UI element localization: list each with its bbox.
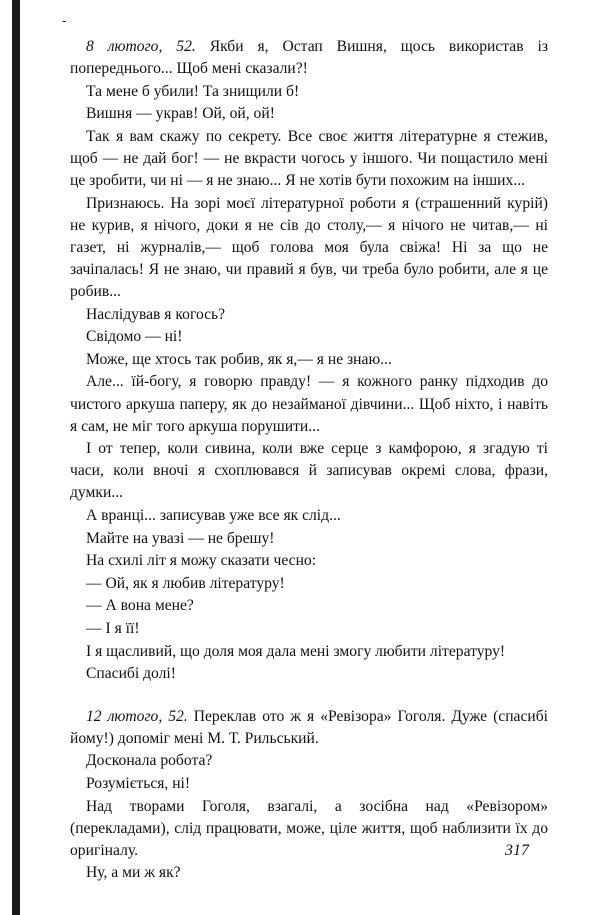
entry-separator [70,686,548,706]
entry-1-line-16: І я щасливий, що доля моя дала мені змогу любити літературу! [86,642,506,660]
entry-1-line-11: Майте на увазі — не брешу! [86,529,275,547]
entry-1-line-2: Вишня — украв! Ой, ой, ой! [86,105,275,123]
page-text [70,36,548,885]
entry-2-opening [70,706,548,750]
entry-1-opening [70,36,548,80]
entry-1-line-9: І от тепер, коли сивина, коли вже серце з камфорою, я згадую ті часи, коли вночі я схоплювався й записував окремі слова, фрази, думки... [70,440,548,502]
entry-1-line-15: — І я її! [86,619,140,637]
corner-mark: - [62,14,67,29]
entry-1-line-8: Але... їй-богу, я говорю правду! — я кожного ранку підходив до чистого аркуша паперу, як до незайманої дівчини... Щоб ніхто, і навіть я сам, не міг того аркуша порушити... [70,373,548,435]
entry-2-line-3: Над творами Гоголя, взагалі, а зосібна над «Ревізором» (перекладами), слід працювати, може, ціле життя, щоб наблизити їх до оригіналу. [70,797,548,859]
entry-1-line-3: Так я вам скажу по секрету. Все своє життя літературне я стежив, щоб — не дай бог! — не вкрасти чогось у іншого. Чи пощастило мені це зробити, чи ні — я не знаю... Я не хотів бути похожим на інших... [70,127,548,190]
entry-2-date: 12 лютого, 52. [86,707,188,725]
entry-1-date: 8 лютого, 52. [86,38,196,55]
page-binding-edge [12,0,20,915]
entry-2-line-4: Ну, а ми ж як? [86,864,181,882]
entry-2-line-2: Розуміється, ні! [86,775,191,792]
entry-1-line-1: Та мене б убили! Та знищили б! [86,82,300,100]
entry-1-line-10: А вранці... записував уже все як слід... [86,506,341,524]
entry-2-line-1: Досконала робота? [86,752,213,770]
entry-1-line-7: Може, ще хтось так робив, як я,— я не знаю... [86,350,392,368]
entry-1-line-17: Спасибі долі! [86,665,176,683]
page-number: 317 [505,842,529,859]
entry-1-line-14: — А вона мене? [86,597,194,615]
entry-1-line-13: — Ой, як я любив літературу! [86,574,285,592]
entry-1-line-5: Наслідував я когось? [86,305,226,323]
entry-1-line-0: Якби я, Остап Вишня, щось використав із попереднього... Щоб мені сказали?! [70,38,548,78]
entry-2-line-0: Переклав ото ж я «Ревізора» Гоголя. Дуже (спасибі йому!) допоміг мені М. Т. Рильський. [70,707,548,747]
entry-1-line-6: Свідомо — ні! [86,328,183,346]
entry-1-line-4: Признаюсь. На зорі моєї літературної роботи я (страшенний курій) не курив, я нічого, доки я не сів до столу,— я нічого не читав,— ні газет, ні журналів,— щоб голова моя була свіжа! Ні за що не зачіпалась! Я не знаю, чи правий я був, чи треба було робити, але я це робив... [70,194,548,301]
entry-1-line-12: На схилі літ я можу сказати чесно: [86,552,317,570]
